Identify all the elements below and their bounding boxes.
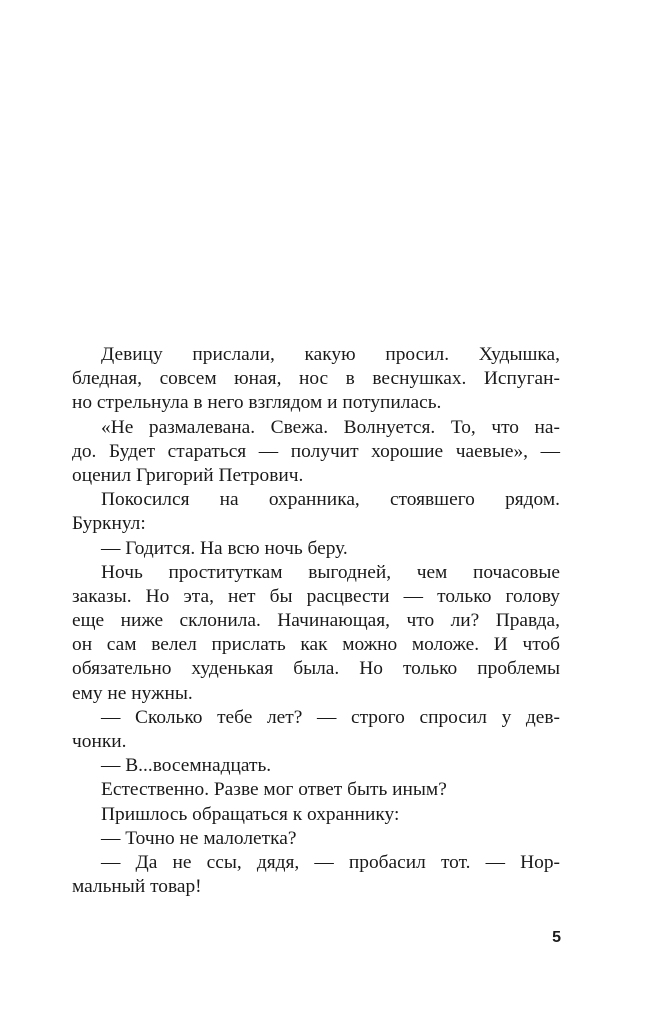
text-line: чонки.	[72, 731, 127, 752]
text-line: до. Будет стараться — получит хорошие чаевые», —	[72, 440, 560, 462]
text-line: он сам велел прислать как можно моложе. И чтоб	[72, 634, 560, 656]
text-line: Ночь проституткам выгодней, чем почасовые	[101, 561, 560, 583]
text-line: — Сколько тебе лет? — строго спросил у дев-	[101, 706, 560, 728]
text-line: оценил Григорий Петрович.	[72, 464, 304, 486]
text-line: еще ниже склонила. Начинающая, что ли? Правда,	[72, 610, 560, 632]
text-line: — В...восемнадцать.	[101, 755, 272, 777]
text-line: — Да не ссы, дядя, — пробасил тот. — Нор-	[101, 851, 560, 873]
text-line: Естественно. Разве мог ответ быть иным?	[101, 779, 447, 801]
text-line: Буркнул:	[72, 513, 146, 535]
text-line: — Точно не малолетка?	[101, 827, 297, 849]
text-line: Пришлось обращаться к охраннику:	[101, 803, 400, 825]
text-line: мальный товар!	[72, 876, 202, 898]
text-line: Покосился на охранника, стоявшего рядом.	[101, 489, 560, 511]
text-line: обязательно худенькая была. Но только проблемы	[72, 658, 560, 680]
text-line: но стрельнула в него взглядом и потупилась.	[72, 392, 442, 414]
text-line: — Годится. На всю ночь беру.	[101, 537, 348, 559]
page-number: 5	[552, 929, 561, 946]
text-line: «Не размалевана. Свежа. Волнуется. То, что на-	[101, 416, 560, 438]
text-line: заказы. Но эта, нет бы расцвести — только голову	[72, 585, 560, 607]
text-line: ему не нужны.	[72, 682, 193, 704]
text-line: Девицу прислали, какую просил. Худышка,	[101, 344, 560, 365]
text-line: бледная, совсем юная, нос в веснушках. Испуган-	[72, 368, 560, 390]
book-page-text	[72, 343, 560, 899]
